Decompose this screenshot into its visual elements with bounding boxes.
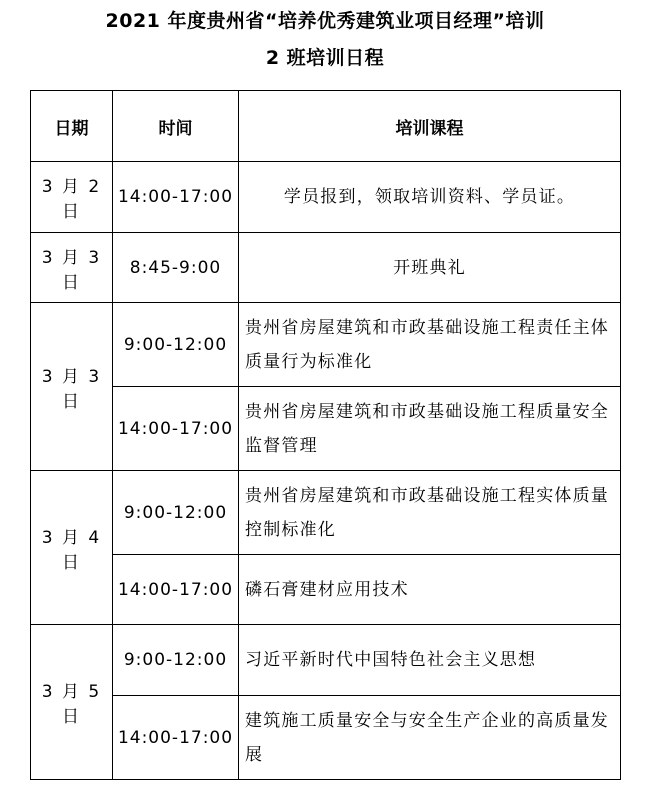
- time-cell: 9:00-12:00: [113, 625, 239, 696]
- table-row: [31, 555, 621, 625]
- time-cell: 14:00-17:00: [113, 162, 239, 233]
- time-cell: 14:00-17:00: [113, 387, 239, 471]
- date-cell: 3 月 2 日: [31, 162, 113, 233]
- header-course: 培训课程: [239, 91, 621, 162]
- table-row: [31, 471, 621, 555]
- date-cell: 3 月 3 日: [31, 303, 113, 471]
- course-cell: 贵州省房屋建筑和市政基础设施工程质量安全监督管理: [239, 387, 621, 471]
- course-cell: 开班典礼: [239, 233, 621, 303]
- table-row: [31, 387, 621, 471]
- document-subtitle: 2 班培训日程: [265, 47, 385, 69]
- table-row: [31, 625, 621, 696]
- time-cell: 9:00-12:00: [113, 303, 239, 387]
- table-row: [31, 303, 621, 387]
- time-cell: 9:00-12:00: [113, 471, 239, 555]
- course-cell: 学员报到，领取培训资料、学员证。: [239, 162, 621, 233]
- time-cell: 14:00-17:00: [113, 696, 239, 780]
- course-cell: 习近平新时代中国特色社会主义思想: [239, 625, 621, 696]
- table-header-row: [31, 91, 621, 162]
- table-row: [31, 696, 621, 780]
- course-cell: 贵州省房屋建筑和市政基础设施工程实体质量控制标准化: [239, 471, 621, 555]
- table-row: [31, 233, 621, 303]
- time-cell: 8:45-9:00: [113, 233, 239, 303]
- course-cell: 磷石膏建材应用技术: [239, 555, 621, 625]
- date-cell: 3 月 4 日: [31, 471, 113, 625]
- date-cell: 3 月 3 日: [31, 233, 113, 303]
- date-cell: 3 月 5 日: [31, 625, 113, 780]
- table-row: [31, 162, 621, 233]
- course-cell: 建筑施工质量安全与安全生产企业的高质量发展: [239, 696, 621, 780]
- header-date: 日期: [31, 91, 113, 162]
- time-cell: 14:00-17:00: [113, 555, 239, 625]
- header-time: 时间: [113, 91, 239, 162]
- document-title: 2021 年度贵州省“培养优秀建筑业项目经理”培训: [105, 10, 545, 32]
- course-cell: 贵州省房屋建筑和市政基础设施工程责任主体质量行为标准化: [239, 303, 621, 387]
- schedule-table: [30, 90, 621, 780]
